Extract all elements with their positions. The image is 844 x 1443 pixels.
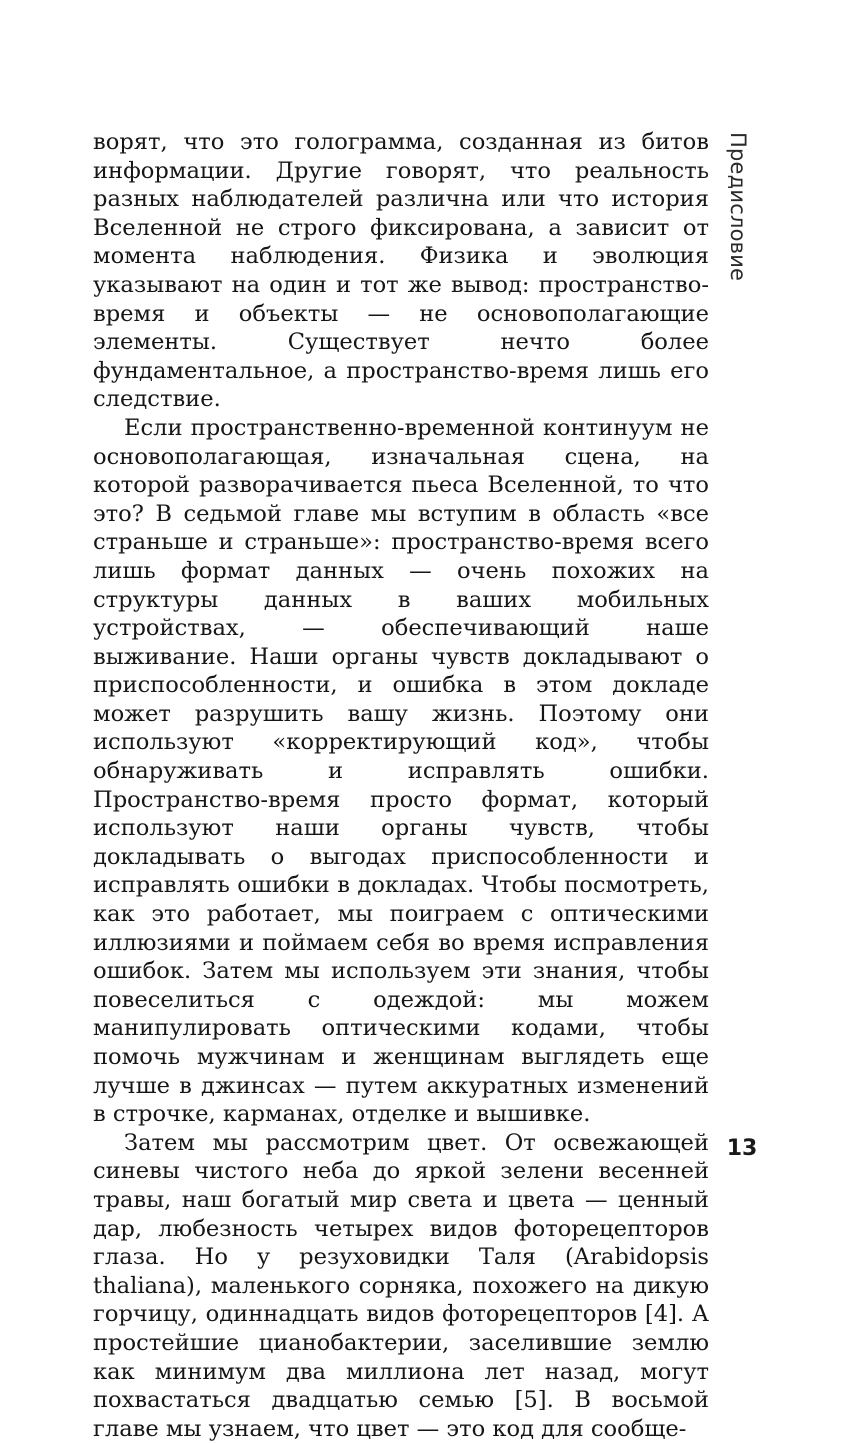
paragraph-1: ворят, что это голограмма, созданная из битов информации. Другие говорят, что реальность разных наблюдателей различна или что история Вселенной не строго фиксирована, а зависит от момента наблюдения. Физика и эволюция указывают на один и тот же вывод: пространство-время и объекты — не основополагающие элементы. Существует нечто более фундаментальное, а пространство-время лишь его следствие. xyxy=(93,129,709,413)
page-number: 13 xyxy=(726,1136,758,1161)
paragraph-3: Затем мы рассмотрим цвет. От освежающей синевы чистого неба до яркой зелени весенней травы, наш богатый мир света и цвета — ценный дар, любезность четырех видов фоторецепторов глаза. Но у резуховидки Таля (Arabidopsis thaliana), маленького сорняка, похожего на дикую горчицу, одиннадцать видов фоторецепторов [4]. А простейшие цианобактерии, заселившие землю как минимум два миллиона лет назад, могут похвастаться двадцатью семью [5]. В восьмой главе мы узнаем, что цвет — это код для сообще- xyxy=(93,1129,709,1442)
body-text xyxy=(93,128,709,1443)
running-head xyxy=(719,132,757,282)
paragraph-2: Если пространственно-временной континуум не основополагающая, изначальная сцена, на которой разворачивается пьеса Вселенной, то что это? В седьмой главе мы вступим в область «все страньше и страньше»: пространство-время всего лишь формат данных — очень похожих на структуры данных в ваших мобильных устройствах, — обеспечивающий наше выживание. Наши органы чувств докладывают о приспособленности, и ошибка в этом докладе может разрушить вашу жизнь. Поэтому они используют «корректирующий код», чтобы обнаруживать и исправлять ошибки. Пространство-время просто формат, который используют наши органы чувств, чтобы докладывать о выгодах приспособленности и исправлять ошибки в докладах. Чтобы посмотреть, как это работает, мы поиграем с оптическими иллюзиями и поймаем себя во время исправления ошибок. Затем мы используем эти знания, чтобы повеселиться с одеждой: мы можем манипулировать оптическими кодами, чтобы помочь мужчинам и женщинам выглядеть еще лучше в джинсах — путем аккуратных изменений в строчке, карманах, отделке и вышивке. xyxy=(93,414,709,1128)
running-head-text: Предисловие xyxy=(726,132,750,282)
